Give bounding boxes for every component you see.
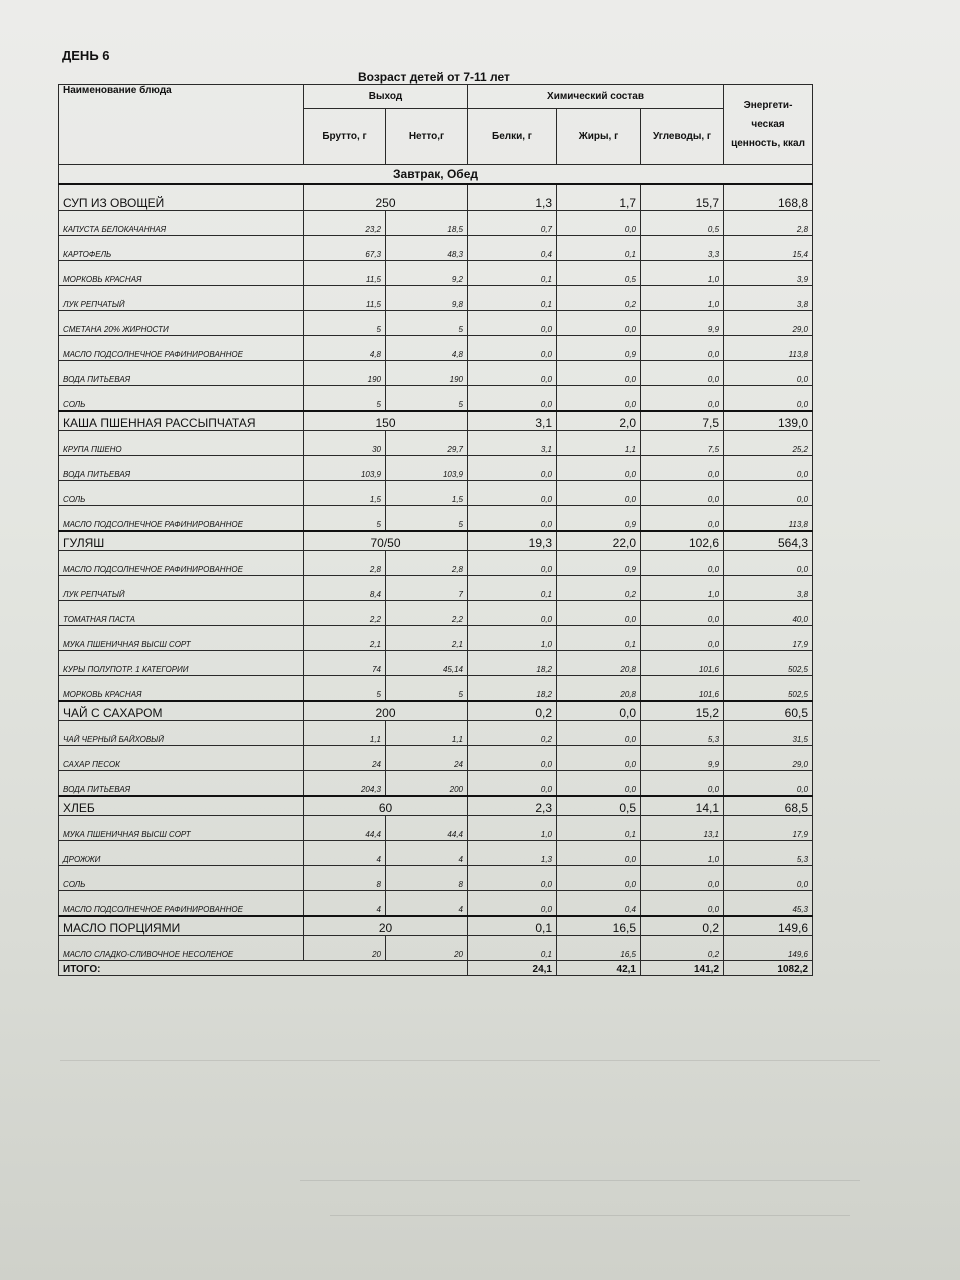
- ingredient-netto: 5: [386, 675, 468, 701]
- show-through-line: [300, 1180, 860, 1181]
- ingredient-fat: 0,0: [557, 840, 641, 865]
- dish-yield: 150: [304, 411, 468, 431]
- header-protein: Белки, г: [468, 109, 557, 165]
- ingredient-kcal: 3,8: [724, 575, 813, 600]
- ingredient-netto: 2,1: [386, 625, 468, 650]
- ingredient-carbs: 0,5: [641, 210, 724, 235]
- ingredient-carbs: 0,0: [641, 335, 724, 360]
- ingredient-protein: 0,0: [468, 455, 557, 480]
- dish-row: [59, 184, 813, 210]
- ingredient-fat: 0,0: [557, 600, 641, 625]
- ingredient-fat: 16,5: [557, 935, 641, 960]
- dish-row: [59, 916, 813, 936]
- ingredient-kcal: 2,8: [724, 210, 813, 235]
- ingredient-netto: 1,5: [386, 480, 468, 505]
- ingredient-protein: 0,2: [468, 720, 557, 745]
- ingredient-row: [59, 720, 813, 745]
- ingredient-brutto: 30: [304, 430, 386, 455]
- ingredient-protein: 1,3: [468, 840, 557, 865]
- ingredient-brutto: 23,2: [304, 210, 386, 235]
- dish-row: [59, 411, 813, 431]
- ingredient-kcal: 25,2: [724, 430, 813, 455]
- ingredient-fat: 0,1: [557, 815, 641, 840]
- ingredient-brutto: 4: [304, 890, 386, 916]
- ingredient-brutto: 2,8: [304, 550, 386, 575]
- ingredient-netto: 200: [386, 770, 468, 796]
- ingredient-kcal: 5,3: [724, 840, 813, 865]
- dish-yield: 70/50: [304, 531, 468, 551]
- header-brutto: Брутто, г: [304, 109, 386, 165]
- ingredient-name: КУРЫ ПОЛУПОТР. 1 КАТЕГОРИИ: [59, 650, 304, 675]
- ingredient-netto: 4: [386, 840, 468, 865]
- ingredient-row: [59, 310, 813, 335]
- header-netto: Нетто,г: [386, 109, 468, 165]
- ingredient-row: [59, 575, 813, 600]
- ingredient-name: МОРКОВЬ КРАСНАЯ: [59, 260, 304, 285]
- ingredient-protein: 0,1: [468, 935, 557, 960]
- ingredient-carbs: 1,0: [641, 840, 724, 865]
- ingredient-row: [59, 890, 813, 916]
- ingredient-fat: 0,0: [557, 745, 641, 770]
- dish-protein: 3,1: [468, 411, 557, 431]
- ingredient-row: [59, 815, 813, 840]
- ingredient-brutto: 1,5: [304, 480, 386, 505]
- ingredient-carbs: 3,3: [641, 235, 724, 260]
- ingredient-protein: 0,0: [468, 745, 557, 770]
- dish-protein: 0,1: [468, 916, 557, 936]
- ingredient-kcal: 17,9: [724, 815, 813, 840]
- dish-protein: 0,2: [468, 701, 557, 721]
- dish-kcal: 564,3: [724, 531, 813, 551]
- ingredient-netto: 9,2: [386, 260, 468, 285]
- ingredient-carbs: 0,2: [641, 935, 724, 960]
- ingredient-name: МАСЛО ПОДСОЛНЕЧНОЕ РАФИНИРОВАННОЕ: [59, 890, 304, 916]
- ingredient-name: КРУПА ПШЕНО: [59, 430, 304, 455]
- ingredient-fat: 0,0: [557, 310, 641, 335]
- ingredient-kcal: 0,0: [724, 385, 813, 411]
- ingredient-row: [59, 550, 813, 575]
- ingredient-carbs: 0,0: [641, 600, 724, 625]
- ingredient-netto: 2,8: [386, 550, 468, 575]
- ingredient-kcal: 0,0: [724, 455, 813, 480]
- ingredient-row: [59, 600, 813, 625]
- ingredient-kcal: 29,0: [724, 745, 813, 770]
- ingredient-row: [59, 455, 813, 480]
- ingredient-protein: 18,2: [468, 650, 557, 675]
- ingredient-name: МАСЛО ПОДСОЛНЕЧНОЕ РАФИНИРОВАННОЕ: [59, 505, 304, 531]
- ingredient-fat: 20,8: [557, 675, 641, 701]
- ingredient-row: [59, 935, 813, 960]
- ingredient-carbs: 0,0: [641, 385, 724, 411]
- dish-yield: 20: [304, 916, 468, 936]
- dish-fat: 16,5: [557, 916, 641, 936]
- ingredient-carbs: 101,6: [641, 675, 724, 701]
- ingredient-row: [59, 770, 813, 796]
- ingredient-brutto: 1,1: [304, 720, 386, 745]
- age-group-title: Возраст детей от 7-11 лет: [358, 70, 510, 84]
- ingredient-carbs: 0,0: [641, 455, 724, 480]
- ingredient-fat: 0,0: [557, 385, 641, 411]
- ingredient-name: СОЛЬ: [59, 865, 304, 890]
- ingredient-row: [59, 625, 813, 650]
- ingredient-carbs: 9,9: [641, 745, 724, 770]
- ingredient-name: ВОДА ПИТЬЕВАЯ: [59, 455, 304, 480]
- ingredient-kcal: 31,5: [724, 720, 813, 745]
- ingredient-protein: 0,1: [468, 285, 557, 310]
- ingredient-kcal: 15,4: [724, 235, 813, 260]
- ingredient-kcal: 3,9: [724, 260, 813, 285]
- ingredient-carbs: 1,0: [641, 285, 724, 310]
- ingredient-protein: 0,0: [468, 550, 557, 575]
- dish-yield: 250: [304, 184, 468, 210]
- ingredient-row: [59, 650, 813, 675]
- ingredient-kcal: 40,0: [724, 600, 813, 625]
- dish-carbs: 14,1: [641, 796, 724, 816]
- ingredient-netto: 190: [386, 360, 468, 385]
- ingredient-carbs: 0,0: [641, 865, 724, 890]
- ingredient-brutto: 5: [304, 310, 386, 335]
- ingredient-carbs: 7,5: [641, 430, 724, 455]
- ingredient-name: ВОДА ПИТЬЕВАЯ: [59, 770, 304, 796]
- ingredient-fat: 0,2: [557, 575, 641, 600]
- ingredient-netto: 5: [386, 505, 468, 531]
- ingredient-protein: 0,4: [468, 235, 557, 260]
- dish-name: КАША ПШЕННАЯ РАССЫПЧАТАЯ: [59, 411, 304, 431]
- total-label: ИТОГО:: [59, 960, 468, 975]
- dish-carbs: 15,2: [641, 701, 724, 721]
- ingredient-fat: 0,2: [557, 285, 641, 310]
- ingredient-fat: 0,9: [557, 550, 641, 575]
- ingredient-protein: 0,0: [468, 360, 557, 385]
- ingredient-kcal: 113,8: [724, 505, 813, 531]
- ingredient-name: ТОМАТНАЯ ПАСТА: [59, 600, 304, 625]
- ingredient-protein: 0,0: [468, 505, 557, 531]
- ingredient-carbs: 0,0: [641, 890, 724, 916]
- nutrition-table: [58, 84, 813, 976]
- ingredient-name: МАСЛО ПОДСОЛНЕЧНОЕ РАФИНИРОВАННОЕ: [59, 550, 304, 575]
- ingredient-protein: 0,0: [468, 890, 557, 916]
- ingredient-fat: 1,1: [557, 430, 641, 455]
- ingredient-row: [59, 430, 813, 455]
- ingredient-kcal: 3,8: [724, 285, 813, 310]
- ingredient-carbs: 1,0: [641, 260, 724, 285]
- ingredient-carbs: 1,0: [641, 575, 724, 600]
- total-fat: 42,1: [557, 960, 641, 975]
- ingredient-brutto: 103,9: [304, 455, 386, 480]
- ingredient-protein: 0,0: [468, 310, 557, 335]
- ingredient-netto: 29,7: [386, 430, 468, 455]
- meal-section-title: Завтрак, Обед: [59, 165, 813, 185]
- ingredient-name: КАПУСТА БЕЛОКАЧАННАЯ: [59, 210, 304, 235]
- ingredient-kcal: 113,8: [724, 335, 813, 360]
- ingredient-name: СОЛЬ: [59, 385, 304, 411]
- ingredient-brutto: 44,4: [304, 815, 386, 840]
- ingredient-protein: 0,0: [468, 385, 557, 411]
- dish-name: ЧАЙ С САХАРОМ: [59, 701, 304, 721]
- ingredient-brutto: 4: [304, 840, 386, 865]
- dish-carbs: 15,7: [641, 184, 724, 210]
- header-output: Выход: [304, 85, 468, 109]
- dish-name: ГУЛЯШ: [59, 531, 304, 551]
- ingredient-kcal: 0,0: [724, 480, 813, 505]
- ingredient-netto: 2,2: [386, 600, 468, 625]
- ingredient-netto: 45,14: [386, 650, 468, 675]
- dish-fat: 2,0: [557, 411, 641, 431]
- ingredient-brutto: 8,4: [304, 575, 386, 600]
- dish-name: МАСЛО ПОРЦИЯМИ: [59, 916, 304, 936]
- dish-protein: 2,3: [468, 796, 557, 816]
- ingredient-carbs: 101,6: [641, 650, 724, 675]
- ingredient-carbs: 9,9: [641, 310, 724, 335]
- ingredient-carbs: 0,0: [641, 360, 724, 385]
- ingredient-name: МУКА ПШЕНИЧНАЯ ВЫСШ СОРТ: [59, 815, 304, 840]
- header-carbs: Углеводы, г: [641, 109, 724, 165]
- dish-kcal: 68,5: [724, 796, 813, 816]
- ingredient-protein: 0,1: [468, 575, 557, 600]
- day-title: ДЕНЬ 6: [62, 48, 110, 63]
- dish-row: [59, 531, 813, 551]
- ingredient-netto: 4: [386, 890, 468, 916]
- ingredient-protein: 1,0: [468, 815, 557, 840]
- ingredient-brutto: 67,3: [304, 235, 386, 260]
- ingredient-netto: 20: [386, 935, 468, 960]
- ingredient-netto: 7: [386, 575, 468, 600]
- ingredient-fat: 20,8: [557, 650, 641, 675]
- ingredient-name: МОРКОВЬ КРАСНАЯ: [59, 675, 304, 701]
- ingredient-netto: 24: [386, 745, 468, 770]
- ingredient-fat: 0,0: [557, 865, 641, 890]
- total-protein: 24,1: [468, 960, 557, 975]
- ingredient-carbs: 13,1: [641, 815, 724, 840]
- ingredient-netto: 18,5: [386, 210, 468, 235]
- total-kcal: 1082,2: [724, 960, 813, 975]
- header-fat: Жиры, г: [557, 109, 641, 165]
- ingredient-carbs: 0,0: [641, 770, 724, 796]
- header-chemical-composition: Химический состав: [468, 85, 724, 109]
- ingredient-name: СМЕТАНА 20% ЖИРНОСТИ: [59, 310, 304, 335]
- ingredient-kcal: 29,0: [724, 310, 813, 335]
- ingredient-kcal: 0,0: [724, 550, 813, 575]
- ingredient-kcal: 0,0: [724, 865, 813, 890]
- ingredient-protein: 0,0: [468, 600, 557, 625]
- ingredient-fat: 0,0: [557, 770, 641, 796]
- dish-yield: 200: [304, 701, 468, 721]
- ingredient-brutto: 5: [304, 385, 386, 411]
- dish-row: [59, 796, 813, 816]
- ingredient-row: [59, 865, 813, 890]
- ingredient-name: ВОДА ПИТЬЕВАЯ: [59, 360, 304, 385]
- ingredient-row: [59, 745, 813, 770]
- ingredient-netto: 103,9: [386, 455, 468, 480]
- ingredient-name: СОЛЬ: [59, 480, 304, 505]
- ingredient-name: ЧАЙ ЧЕРНЫЙ БАЙХОВЫЙ: [59, 720, 304, 745]
- ingredient-name: МАСЛО ПОДСОЛНЕЧНОЕ РАФИНИРОВАННОЕ: [59, 335, 304, 360]
- ingredient-name: ЛУК РЕПЧАТЫЙ: [59, 575, 304, 600]
- ingredient-netto: 1,1: [386, 720, 468, 745]
- ingredient-carbs: 0,0: [641, 625, 724, 650]
- ingredient-row: [59, 675, 813, 701]
- ingredient-kcal: 17,9: [724, 625, 813, 650]
- ingredient-carbs: 0,0: [641, 480, 724, 505]
- dish-name: СУП ИЗ ОВОЩЕЙ: [59, 184, 304, 210]
- ingredient-fat: 0,1: [557, 235, 641, 260]
- dish-carbs: 102,6: [641, 531, 724, 551]
- ingredient-fat: 0,0: [557, 210, 641, 235]
- ingredient-row: [59, 360, 813, 385]
- show-through-line: [330, 1215, 850, 1216]
- ingredient-protein: 18,2: [468, 675, 557, 701]
- ingredient-fat: 0,0: [557, 720, 641, 745]
- ingredient-name: ЛУК РЕПЧАТЫЙ: [59, 285, 304, 310]
- dish-protein: 1,3: [468, 184, 557, 210]
- ingredient-brutto: 2,2: [304, 600, 386, 625]
- ingredient-protein: 0,0: [468, 770, 557, 796]
- ingredient-brutto: 2,1: [304, 625, 386, 650]
- ingredient-protein: 0,0: [468, 480, 557, 505]
- ingredient-brutto: 5: [304, 675, 386, 701]
- ingredient-brutto: 11,5: [304, 285, 386, 310]
- ingredient-brutto: 5: [304, 505, 386, 531]
- ingredient-netto: 5: [386, 310, 468, 335]
- ingredient-fat: 0,9: [557, 335, 641, 360]
- ingredient-carbs: 5,3: [641, 720, 724, 745]
- dish-kcal: 139,0: [724, 411, 813, 431]
- ingredient-name: МАСЛО СЛАДКО-СЛИВОЧНОЕ НЕСОЛЕНОЕ: [59, 935, 304, 960]
- ingredient-carbs: 0,0: [641, 505, 724, 531]
- ingredient-kcal: 502,5: [724, 675, 813, 701]
- ingredient-carbs: 0,0: [641, 550, 724, 575]
- header-dish-name: Наименование блюда: [59, 85, 304, 165]
- total-carbs: 141,2: [641, 960, 724, 975]
- show-through-line: [60, 1060, 880, 1061]
- ingredient-fat: 0,1: [557, 625, 641, 650]
- ingredient-row: [59, 335, 813, 360]
- ingredient-netto: 44,4: [386, 815, 468, 840]
- dish-kcal: 60,5: [724, 701, 813, 721]
- ingredient-fat: 0,0: [557, 480, 641, 505]
- ingredient-fat: 0,5: [557, 260, 641, 285]
- ingredient-name: ДРОЖЖИ: [59, 840, 304, 865]
- ingredient-protein: 1,0: [468, 625, 557, 650]
- ingredient-row: [59, 385, 813, 411]
- dish-name: ХЛЕБ: [59, 796, 304, 816]
- ingredient-fat: 0,0: [557, 455, 641, 480]
- ingredient-row: [59, 260, 813, 285]
- ingredient-protein: 0,0: [468, 865, 557, 890]
- ingredient-brutto: 74: [304, 650, 386, 675]
- ingredient-fat: 0,0: [557, 360, 641, 385]
- ingredient-protein: 3,1: [468, 430, 557, 455]
- dish-yield: 60: [304, 796, 468, 816]
- dish-fat: 1,7: [557, 184, 641, 210]
- ingredient-name: САХАР ПЕСОК: [59, 745, 304, 770]
- dish-carbs: 0,2: [641, 916, 724, 936]
- ingredient-protein: 0,7: [468, 210, 557, 235]
- dish-kcal: 168,8: [724, 184, 813, 210]
- ingredient-brutto: 190: [304, 360, 386, 385]
- ingredient-row: [59, 210, 813, 235]
- ingredient-fat: 0,4: [557, 890, 641, 916]
- ingredient-brutto: 20: [304, 935, 386, 960]
- ingredient-netto: 8: [386, 865, 468, 890]
- ingredient-kcal: 149,6: [724, 935, 813, 960]
- dish-fat: 0,0: [557, 701, 641, 721]
- total-row: [59, 960, 813, 975]
- ingredient-row: [59, 480, 813, 505]
- ingredient-kcal: 502,5: [724, 650, 813, 675]
- dish-carbs: 7,5: [641, 411, 724, 431]
- ingredient-protein: 0,0: [468, 335, 557, 360]
- ingredient-netto: 48,3: [386, 235, 468, 260]
- ingredient-kcal: 0,0: [724, 770, 813, 796]
- dish-fat: 0,5: [557, 796, 641, 816]
- header-energy: Энергети-ческая ценность, ккал: [724, 85, 813, 165]
- ingredient-brutto: 11,5: [304, 260, 386, 285]
- ingredient-row: [59, 505, 813, 531]
- dish-protein: 19,3: [468, 531, 557, 551]
- ingredient-brutto: 4,8: [304, 335, 386, 360]
- ingredient-protein: 0,1: [468, 260, 557, 285]
- ingredient-kcal: 45,3: [724, 890, 813, 916]
- dish-kcal: 149,6: [724, 916, 813, 936]
- ingredient-row: [59, 285, 813, 310]
- dish-fat: 22,0: [557, 531, 641, 551]
- ingredient-netto: 9,8: [386, 285, 468, 310]
- ingredient-fat: 0,9: [557, 505, 641, 531]
- ingredient-row: [59, 840, 813, 865]
- ingredient-netto: 4,8: [386, 335, 468, 360]
- ingredient-row: [59, 235, 813, 260]
- ingredient-netto: 5: [386, 385, 468, 411]
- ingredient-brutto: 204,3: [304, 770, 386, 796]
- dish-row: [59, 701, 813, 721]
- ingredient-name: МУКА ПШЕНИЧНАЯ ВЫСШ СОРТ: [59, 625, 304, 650]
- ingredient-name: КАРТОФЕЛЬ: [59, 235, 304, 260]
- ingredient-brutto: 8: [304, 865, 386, 890]
- ingredient-kcal: 0,0: [724, 360, 813, 385]
- ingredient-brutto: 24: [304, 745, 386, 770]
